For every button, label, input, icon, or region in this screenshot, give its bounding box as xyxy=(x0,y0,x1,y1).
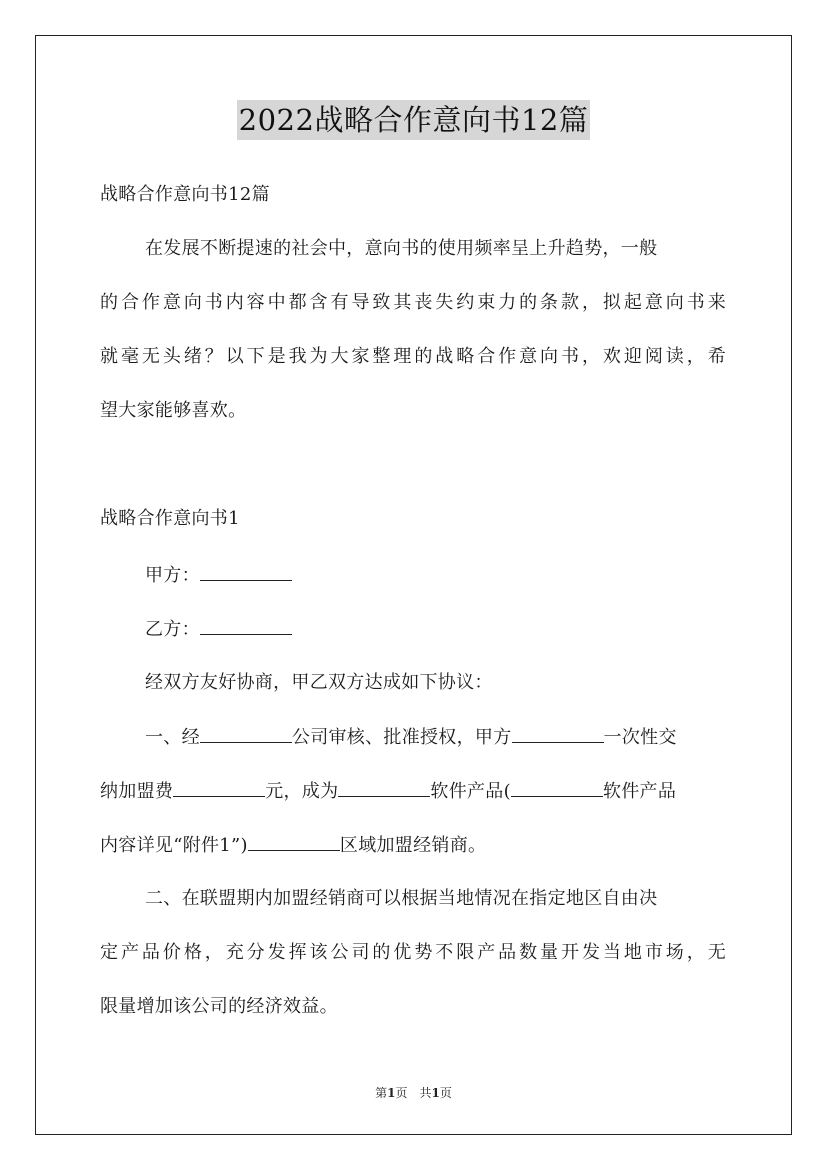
party-b-label: 乙方： xyxy=(145,619,200,640)
footer-text: 页 共 xyxy=(395,1086,432,1100)
clause2-line-2: 定产品价格，充分发挥该公司的优势不限产品数量开发当地市场，无 xyxy=(100,942,726,963)
page-footer xyxy=(0,1084,827,1101)
blank-field xyxy=(248,833,340,851)
clause1-text: 软件产品( xyxy=(430,781,511,802)
document-title: 2022战略合作意向书12篇 xyxy=(237,100,591,140)
clause1-text: 元，成为 xyxy=(265,781,339,802)
clause1-text: 内容详见“附件1”) xyxy=(100,835,248,856)
clause1-text: 一、经 xyxy=(145,727,200,748)
clause1-text: 公司审核、批准授权，甲方 xyxy=(291,727,512,748)
party-a-blank xyxy=(200,563,292,581)
party-b-line xyxy=(145,617,292,642)
party-a-label: 甲方： xyxy=(145,565,200,586)
clause2-line-1: 二、在联盟期内加盟经销商可以根据当地情况在指定地区自由决 xyxy=(145,888,658,909)
footer-text: 第 xyxy=(375,1086,388,1100)
title-wrap xyxy=(0,100,827,140)
blank-field xyxy=(173,779,265,797)
intro-line-2: 的合作意向书内容中都含有导致其丧失约束力的条款，拟起意向书来 xyxy=(100,292,726,313)
clause1-text: 纳加盟费 xyxy=(100,781,174,802)
clause1-text: 一次性交 xyxy=(603,727,677,748)
footer-page-current: 1 xyxy=(387,1086,396,1100)
clause2-line-3: 限量增加该公司的经济效益。 xyxy=(100,996,338,1017)
clause1-line-1 xyxy=(145,725,677,750)
footer-page-total: 1 xyxy=(431,1086,440,1100)
clause1-text: 软件产品 xyxy=(602,781,677,802)
clause1-line-2 xyxy=(100,779,676,804)
blank-field xyxy=(338,779,430,797)
intro-line-3: 就毫无头绪？以下是我为大家整理的战略合作意向书，欢迎阅读，希 xyxy=(100,346,726,367)
intro-line-1: 在发展不断提速的社会中，意向书的使用频率呈上升趋势，一般 xyxy=(145,238,658,259)
footer-text: 页 xyxy=(439,1086,452,1100)
section-heading: 战略合作意向书1 xyxy=(100,508,240,529)
blank-field xyxy=(511,779,603,797)
party-a-line xyxy=(145,563,292,588)
intro-line-4: 望大家能够喜欢。 xyxy=(100,400,247,421)
party-b-blank xyxy=(200,617,292,635)
blank-field xyxy=(512,725,604,743)
clause1-line-3 xyxy=(100,833,486,858)
agreement-intro: 经双方友好协商，甲乙双方达成如下协议： xyxy=(145,672,493,693)
document-subtitle: 战略合作意向书12篇 xyxy=(100,184,270,205)
blank-field xyxy=(200,725,292,743)
clause1-text: 区域加盟经销商。 xyxy=(339,835,487,856)
